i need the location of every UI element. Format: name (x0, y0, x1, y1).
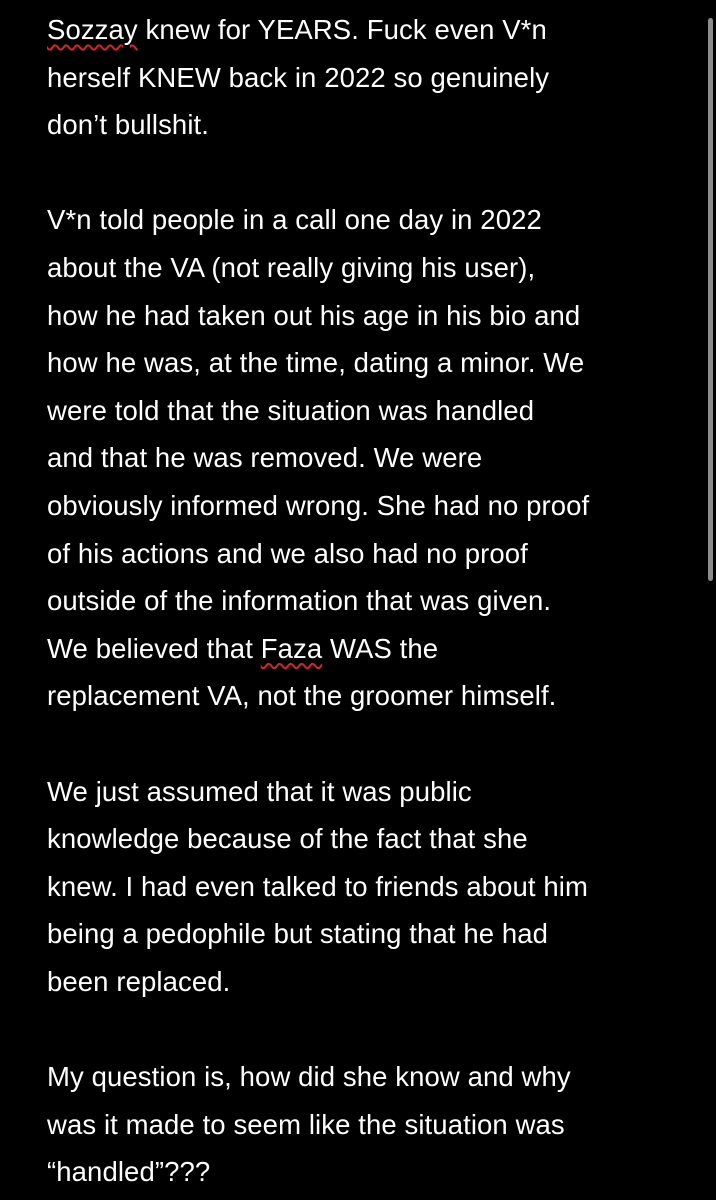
text-line: outside of the information that was given. (47, 585, 552, 617)
text-line: were told that the situation was handled (47, 394, 535, 426)
text-line (47, 6, 702, 54)
text-line: knew. I had even talked to friends about him (47, 870, 588, 902)
text-line: about the VA (not really giving his user), (47, 251, 536, 283)
paragraph-break (47, 149, 702, 197)
text-line: don’t bullshit. (47, 109, 210, 141)
text-fragment: We believed that (47, 632, 261, 664)
misspelled-word[interactable]: Sozzay (47, 14, 138, 45)
text-line: how he was, at the time, dating a minor. We (47, 347, 585, 379)
text-line: herself KNEW back in 2022 so genuinely (47, 61, 550, 93)
text-line: being a pedophile but stating that he had (47, 918, 549, 950)
text-line: My question is, how did she know and why (47, 1061, 571, 1093)
misspelled-word[interactable]: Faza (260, 632, 323, 664)
text-line: how he had taken out his age in his bio and (47, 299, 581, 331)
text-line: knowledge because of the fact that she (47, 823, 528, 855)
text-line: and that he was removed. We were (47, 442, 483, 474)
text-line: been replaced. (47, 965, 231, 997)
text-line: was it made to seem like the situation was (47, 1108, 565, 1140)
text-line: of his actions and we also had no proof (47, 537, 528, 569)
text-fragment: knew for YEARS. Fuck even V*n (137, 14, 547, 45)
text-fragment: WAS the (322, 632, 439, 664)
text-line: We just assumed that it was public (47, 775, 472, 807)
text-line: V*n told people in a call one day in 2022 (47, 204, 542, 236)
text-line: “handled”??? (47, 1156, 211, 1188)
paragraph-break (47, 720, 702, 768)
paragraph-break (47, 1005, 702, 1053)
text-line: replacement VA, not the groomer himself. (47, 680, 557, 712)
vertical-scrollbar[interactable] (708, 18, 713, 581)
note-text-body[interactable] (47, 6, 702, 1196)
text-line: obviously informed wrong. She had no proof (47, 489, 590, 521)
text-line (47, 625, 702, 673)
